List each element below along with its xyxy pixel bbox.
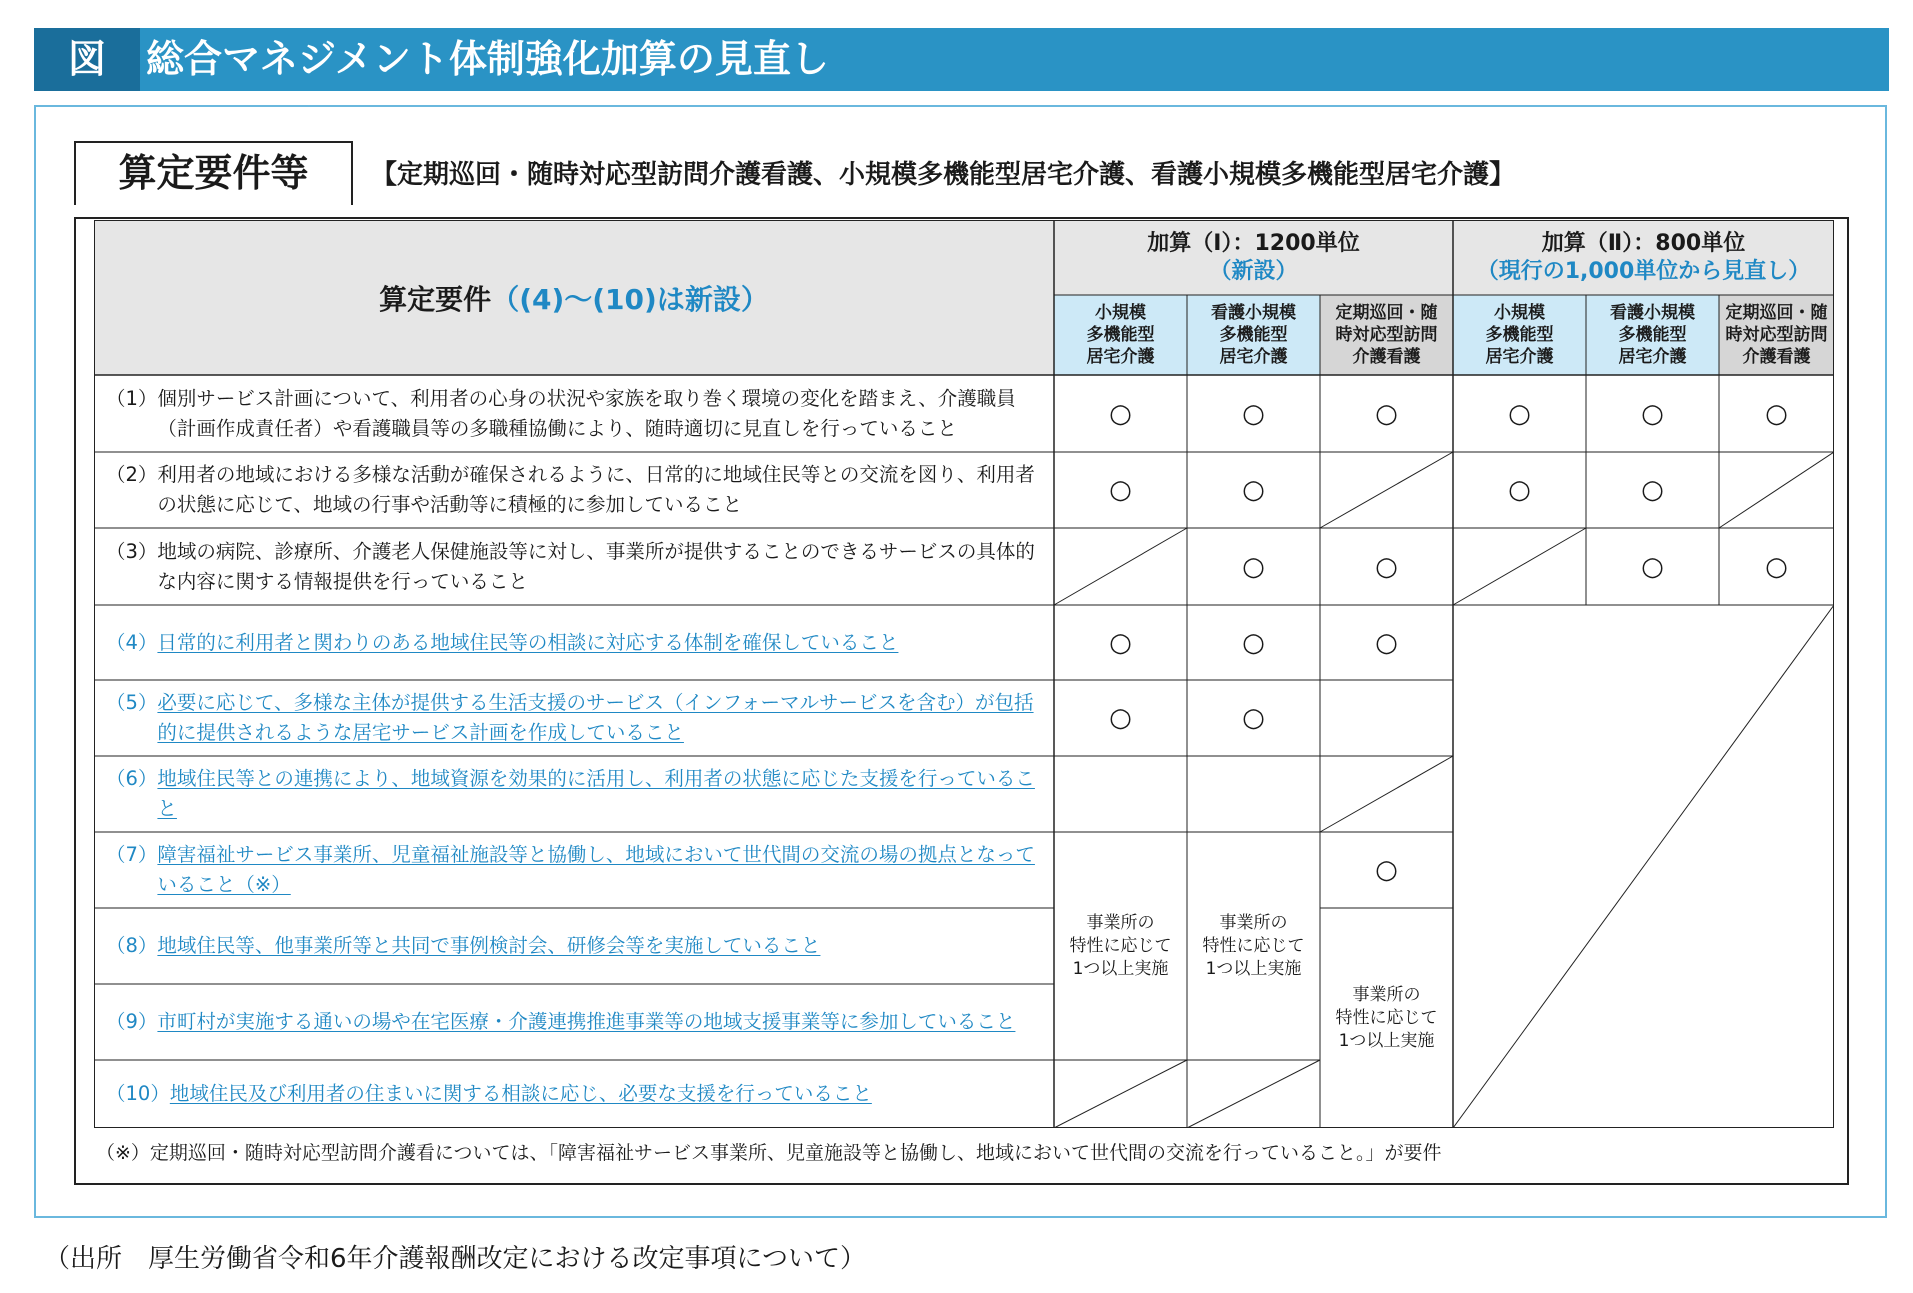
service-name: 看護小規模 多機能型 居宅介護 bbox=[1610, 303, 1695, 367]
requirement-number: （1） bbox=[106, 386, 158, 410]
header-new-note: （(4)～(10)は新設） bbox=[491, 282, 769, 316]
mark-r3-c6: ○ bbox=[1765, 551, 1788, 582]
page-title: 総合マネジメント体制強化加算の見直し bbox=[146, 37, 829, 81]
diagonal-na bbox=[1054, 1060, 1187, 1128]
diagonal-na bbox=[1320, 452, 1453, 528]
mark-r4-c2: ○ bbox=[1242, 627, 1265, 658]
requirement-text: 利用者の地域における多様な活動が確保されるように、日常的に地域住民等との交流を図り、利用者の状態に応じて、地域の行事や活動等に積極的に参加していること bbox=[157, 463, 1035, 516]
requirement-text: 障害福祉サービス事業所、児童福祉施設等と協働し、地域において世代間の交流の場の拠点となっていること（※） bbox=[157, 843, 1035, 896]
requirement-text: 必要に応じて、多様な主体が提供する生活支援のサービス（インフォーマルサービスを含む）が包括的に提供されるような居宅サービス計画を作成していること bbox=[157, 691, 1034, 744]
choice-note-text: 事業所の 特性に応じて 1つ以上実施 bbox=[1335, 984, 1438, 1051]
mark-r1-c3: ○ bbox=[1375, 398, 1398, 429]
requirement-number: （2） bbox=[106, 463, 158, 486]
figure-tag: 図 bbox=[34, 28, 140, 91]
requirement-number: （10） bbox=[106, 1082, 170, 1105]
requirement-text: 日常的に利用者と関わりのある地域住民等の相談に対応する体制を確保していること bbox=[157, 630, 899, 654]
mark-r6-c3: ○ bbox=[1375, 855, 1398, 885]
diagonal-na bbox=[1453, 528, 1586, 605]
diagonal-na bbox=[1719, 452, 1834, 528]
mark-r4-c3: ○ bbox=[1375, 627, 1398, 658]
mark-r1-c6: ○ bbox=[1765, 398, 1788, 429]
mark-r3-c3: ○ bbox=[1375, 551, 1398, 582]
requirement-text: 地域の病院、診療所、介護老人保健施設等に対し、事業所が提供することのできるサービスの具体的な内容に関する情報提供を行っていること bbox=[157, 539, 1035, 593]
table-gridlines bbox=[94, 220, 1834, 1128]
requirement-number: （4） bbox=[106, 630, 158, 654]
mark-r3-c5: ○ bbox=[1641, 551, 1664, 582]
requirement-text: 市町村が実施する通いの場や在宅医療・介護連携推進事業等の地域支援事業等に参加していること bbox=[157, 1010, 1016, 1033]
diagonal-na bbox=[1187, 1060, 1320, 1128]
diagonal-na bbox=[1320, 756, 1453, 832]
mark-r2-c5: ○ bbox=[1641, 475, 1664, 505]
kasan1-title: 加算（Ⅰ）：1200単位 bbox=[1147, 230, 1360, 256]
requirement-number: （9） bbox=[106, 1010, 158, 1033]
service-scope: 【定期巡回・随時対応型訪問介護看護、小規模多機能型居宅介護、看護小規模多機能型居宅介護】 bbox=[371, 160, 1516, 190]
kasan2-title: 加算（Ⅱ）：800単位 bbox=[1541, 230, 1746, 256]
title-bar bbox=[34, 28, 1889, 91]
service-name: 定期巡回・随 時対応型訪問 介護看護 bbox=[1335, 303, 1438, 367]
mark-r3-c2: ○ bbox=[1242, 551, 1265, 582]
mark-r2-c4: ○ bbox=[1508, 475, 1531, 505]
footnote: （※）定期巡回・随時対応型訪問介護看については、「障害福祉サービス事業所、児童施設等と協働し、地域において世代間の交流を行っていること。」が要件 bbox=[96, 1142, 1442, 1164]
mark-r4-c1: ○ bbox=[1109, 627, 1132, 658]
mark-r1-c5: ○ bbox=[1641, 398, 1664, 429]
mark-r1-c4: ○ bbox=[1508, 398, 1531, 429]
mark-r2-c2: ○ bbox=[1242, 475, 1265, 505]
mark-r2-c1: ○ bbox=[1109, 475, 1132, 505]
diagonal-na bbox=[1453, 605, 1834, 1128]
requirement-number: （3） bbox=[106, 539, 158, 563]
requirement-number: （5） bbox=[106, 691, 158, 714]
service-name: 定期巡回・随 時対応型訪問 介護看護 bbox=[1725, 303, 1828, 367]
mark-r1-c1: ○ bbox=[1109, 398, 1132, 429]
requirement-text: 地域住民及び利用者の住まいに関する相談に応じ、必要な支援を行っていること bbox=[169, 1082, 872, 1105]
mark-r5-c2: ○ bbox=[1242, 703, 1265, 733]
requirement-text: 地域住民等との連携により、地域資源を効果的に活用し、利用者の状態に応じた支援を行っていること bbox=[157, 767, 1035, 820]
kasan1-note: （新設） bbox=[1209, 258, 1298, 284]
mark-r5-c1: ○ bbox=[1109, 703, 1132, 733]
header-prefix: 算定要件 bbox=[379, 282, 492, 316]
diagonal-na bbox=[1054, 528, 1187, 605]
section-label: 算定要件等 bbox=[74, 141, 353, 205]
choice-note-text: 事業所の 特性に応じて 1つ以上実施 bbox=[1202, 912, 1305, 979]
choice-note-text: 事業所の 特性に応じて 1つ以上実施 bbox=[1069, 912, 1172, 979]
source-citation: （出所 厚生労働省令和6年介護報酬改定における改定事項について） bbox=[44, 1244, 867, 1274]
service-name: 小規模 多機能型 居宅介護 bbox=[1485, 303, 1554, 367]
requirement-text: 地域住民等、他事業所等と共同で事例検討会、研修会等を実施していること bbox=[157, 934, 821, 957]
service-name: 看護小規模 多機能型 居宅介護 bbox=[1211, 303, 1296, 367]
requirement-number: （6） bbox=[106, 767, 158, 790]
requirement-number: （7） bbox=[106, 843, 158, 866]
service-name: 小規模 多機能型 居宅介護 bbox=[1086, 303, 1155, 367]
requirement-number: （8） bbox=[106, 934, 158, 957]
requirements-table bbox=[94, 220, 1834, 1128]
requirement-text: 個別サービス計画について、利用者の心身の状況や家族を取り巻く環境の変化を踏まえ、介護職員（計画作成責任者）や看護職員等の多職種協働により、随時適切に見直しを行っていること bbox=[157, 386, 1016, 440]
mark-r1-c2: ○ bbox=[1242, 398, 1265, 429]
kasan2-note: （現行の1,000単位から見直し） bbox=[1476, 258, 1811, 284]
